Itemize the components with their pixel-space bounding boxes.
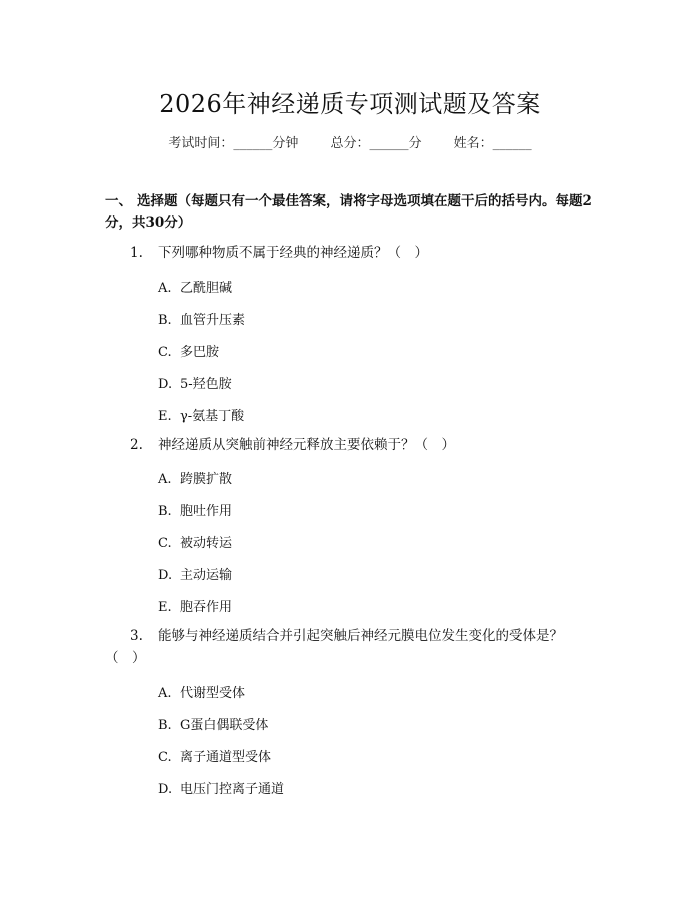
option-letter: B. — [158, 504, 172, 519]
option-2a — [158, 468, 232, 487]
option-text: 5-羟色胺 — [180, 377, 232, 392]
option-letter: E. — [158, 409, 172, 424]
option-2b — [158, 500, 232, 519]
option-3c — [158, 746, 271, 765]
option-2e — [158, 596, 232, 615]
option-text: 胞吐作用 — [180, 504, 233, 519]
option-3a — [158, 682, 245, 701]
question-text: 下列哪种物质不属于经典的神经递质？（ ） — [158, 245, 428, 261]
option-letter: C. — [158, 345, 172, 360]
option-text: 多巴胺 — [180, 345, 220, 360]
page-title: 2026年神经递质专项测试题及答案 — [159, 90, 541, 118]
option-1e — [158, 405, 244, 424]
option-letter: C. — [158, 750, 172, 765]
exam-meta — [0, 132, 700, 151]
option-1b — [158, 309, 245, 328]
option-text: 离子通道型受体 — [180, 750, 272, 765]
option-letter: B. — [158, 313, 172, 328]
option-text: 血管升压素 — [180, 313, 246, 328]
exam-time: 考试时间：______分钟 — [168, 136, 299, 151]
option-3d — [158, 778, 284, 797]
section-heading — [105, 190, 605, 234]
option-1c — [158, 341, 219, 360]
option-letter: D. — [158, 782, 173, 797]
option-text: G蛋白偶联受体 — [180, 718, 269, 733]
question-text: 神经递质从突触前神经元释放主要依赖于？（ ） — [158, 437, 455, 453]
student-name: 姓名：______ — [453, 136, 532, 151]
option-text: 胞吞作用 — [180, 600, 233, 615]
option-3b — [158, 714, 268, 733]
option-text: 跨膜扩散 — [180, 472, 233, 487]
section-text: 选择题（每题只有一个最佳答案，请将字母选项填在题干后的括号内。每题2分，共30分） — [105, 193, 592, 231]
option-letter: D. — [158, 377, 173, 392]
option-letter: C. — [158, 536, 172, 551]
option-text: 电压门控离子通道 — [180, 782, 285, 797]
question-number: 2. — [130, 437, 143, 453]
option-2c — [158, 532, 232, 551]
option-text: 乙酰胆碱 — [180, 281, 233, 296]
question-text: 能够与神经递质结合并引起突触后神经元膜电位发生变化的受体是？（ ） — [105, 628, 563, 666]
option-letter: D. — [158, 568, 173, 583]
option-letter: A. — [158, 686, 172, 701]
option-1d — [158, 373, 232, 392]
option-text: 主动运输 — [180, 568, 233, 583]
exam-score: 总分：______分 — [330, 136, 422, 151]
question-1 — [130, 242, 590, 264]
question-number: 1. — [130, 245, 143, 261]
question-2 — [130, 434, 590, 456]
question-3 — [105, 625, 595, 669]
option-letter: A. — [158, 472, 172, 487]
question-number: 3. — [130, 628, 143, 644]
option-text: 代谢型受体 — [180, 686, 246, 701]
option-2d — [158, 564, 232, 583]
option-text: 被动转运 — [180, 536, 233, 551]
option-1a — [158, 277, 232, 296]
option-text: γ-氨基丁酸 — [180, 409, 245, 424]
option-letter: E. — [158, 600, 172, 615]
option-letter: B. — [158, 718, 172, 733]
option-letter: A. — [158, 281, 172, 296]
section-number: 一、 — [105, 193, 132, 209]
